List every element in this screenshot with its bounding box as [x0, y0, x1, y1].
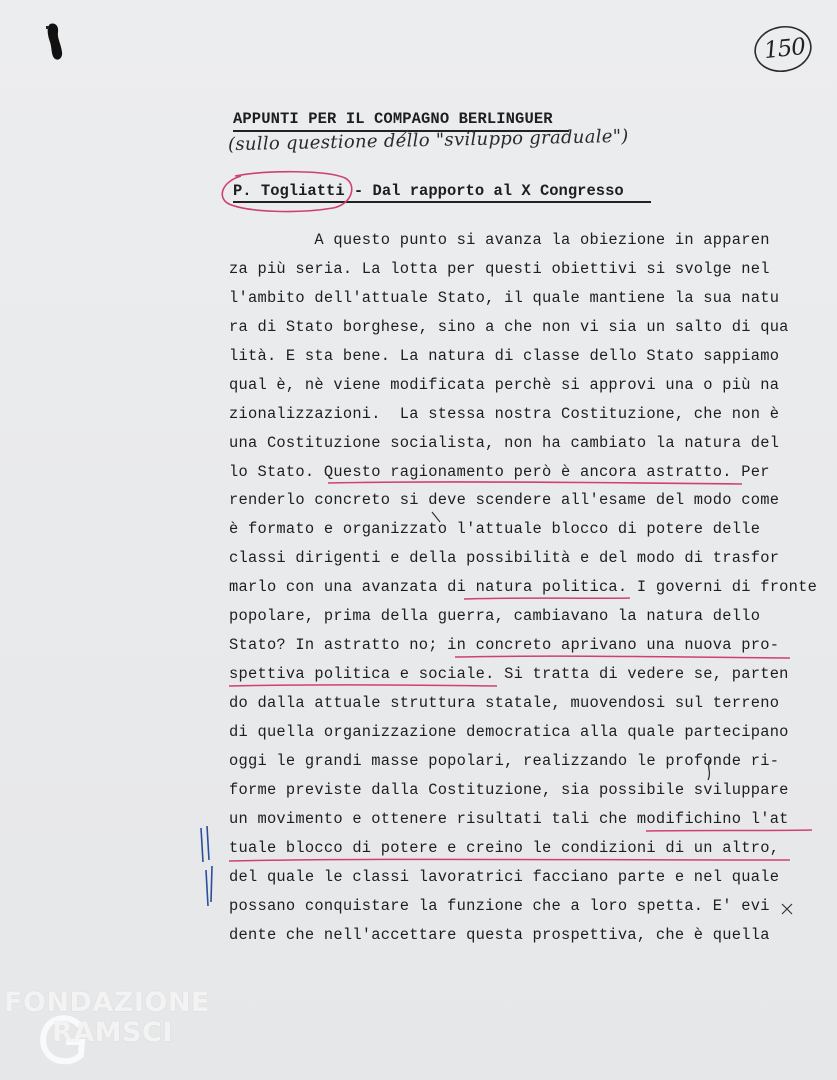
text-line: do dalla attuale struttura statale, muovendosi sul terreno	[229, 694, 780, 712]
text-line: popolare, prima della guerra, cambiavano la natura dello	[229, 607, 761, 626]
text-line: oggi le grandi masse popolari, realizzando le profonde ri-	[229, 751, 780, 770]
watermark	[4, 988, 210, 1048]
subtitle-rest: - Dal rapporto al X Congresso	[344, 182, 624, 200]
text-line: tuale blocco di potere e creino le condizioni di un altro,	[229, 838, 780, 857]
page-number: 150	[762, 33, 807, 65]
subtitle-author: P. Togliatti	[233, 182, 345, 200]
text-line: classi dirigenti e della possibilità e del modo di trasfor	[229, 549, 780, 568]
text-line: qual è, nè viene modificata perchè si approvi una o più na	[229, 375, 780, 394]
document-title: APPUNTI PER IL COMPAGNO BERLINGUER	[233, 110, 553, 128]
blue-margin-mark	[201, 826, 209, 862]
text-line: lità. E sta bene. La natura di classe dello Stato sappiamo	[229, 346, 780, 365]
text-line: un movimento e ottenere risultati tali che modifichino l'at	[229, 809, 789, 828]
watermark-line-1: FONDAZIONE	[4, 987, 210, 1018]
text-line: del quale le classi lavoratrici facciano parte e nel quale	[229, 867, 780, 886]
text-line: una Costituzione socialista, non ha cambiato la natura del	[229, 433, 780, 452]
blue-margin-mark	[206, 866, 212, 906]
text-line: zionalizzazioni. La stessa nostra Costituzione, che non è	[229, 404, 780, 423]
text-line: A questo punto si avanza la obiezione in apparen	[229, 231, 770, 249]
ink-blot-mark	[46, 22, 64, 62]
handwritten-note: (sullo questione dello "sviluppo graduale")	[227, 125, 629, 156]
text-line: dente che nell'accettare questa prospettiva, che è quella	[229, 925, 770, 944]
pink-circle-annotation	[217, 168, 357, 214]
text-line: di quella organizzazione democratica alla quale partecipano	[229, 722, 789, 741]
text-line: za più seria. La lotta per questi obiettivi si svolge nel	[229, 259, 770, 278]
text-line: renderlo concreto si deve scendere all'esame del modo come	[229, 491, 780, 510]
text-line: possano conquistare la funzione che a loro spetta. E' evi	[229, 896, 770, 915]
text-line: ra di Stato borghese, sino a che non vi sia un salto di qua	[229, 317, 789, 336]
text-line: l'ambito dell'attuale Stato, il quale mantiene la sua natu	[229, 288, 780, 307]
text-line: lo Stato. Questo ragionamento però è ancora astratto. Per	[229, 462, 770, 481]
watermark-line-2: RAMSCI	[52, 1017, 173, 1048]
text-line: forme previste dalla Costituzione, sia possibile sviluppare	[229, 780, 789, 799]
text-line: spettiva politica e sociale. Si tratta di vedere se, parten	[229, 665, 789, 684]
text-line: Stato? In astratto no; in concreto aprivano una nuova pro-	[229, 636, 780, 655]
text-line: marlo con una avanzata di natura politica. I governi di fronte	[229, 578, 818, 597]
text-line: è formato e organizzato l'attuale blocco di potere delle	[229, 520, 761, 539]
body-text	[229, 226, 837, 949]
